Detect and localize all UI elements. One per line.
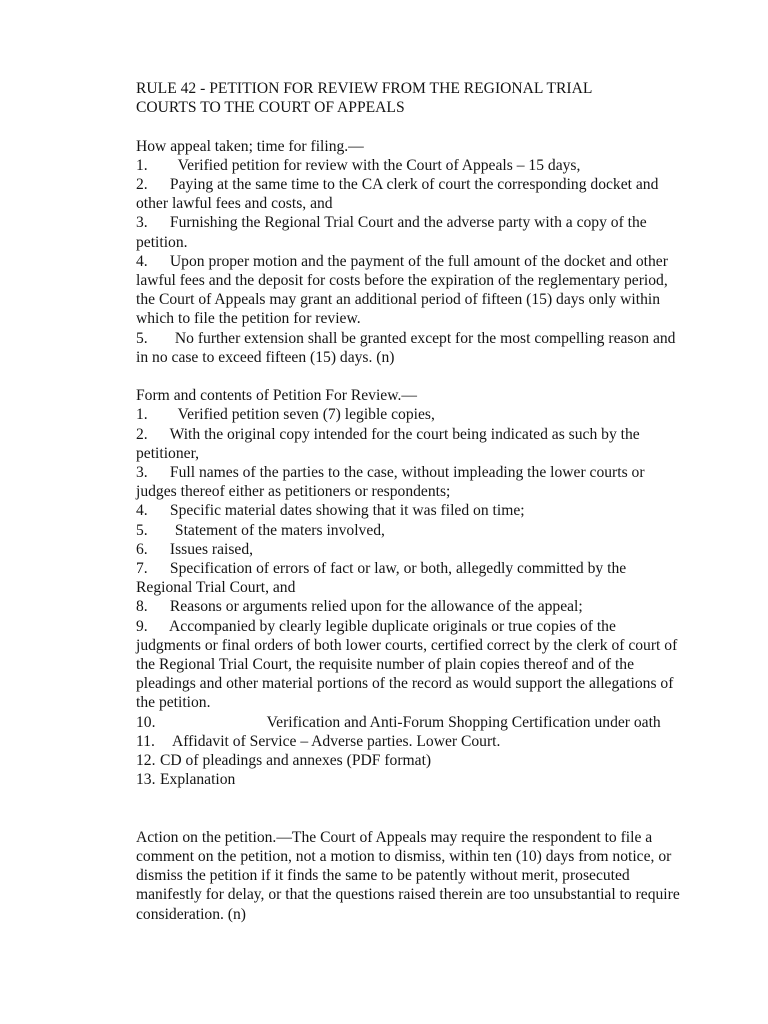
item-number: 4. (136, 502, 148, 520)
list-item (136, 175, 684, 213)
item-text: Specification of errors of fact or law, or both, allegedly committed by the Regional Trial Court, and (136, 560, 627, 597)
item-text: No further extension shall be granted except for the most compelling reason and in no case to exceed fifteen (15) days. (n) (136, 329, 676, 366)
document-title (136, 79, 684, 117)
list-item (136, 540, 684, 559)
item-number: 4. (136, 252, 148, 270)
item-text: Furnishing the Regional Trial Court and the adverse party with a copy of the petition. (136, 214, 647, 251)
item-number: 12. (136, 752, 156, 770)
list-item (136, 521, 684, 540)
item-text: CD of pleadings and annexes (PDF format) (160, 752, 432, 770)
item-text: Verified petition seven (7) legible copies, (177, 406, 435, 424)
item-number: 3. (136, 464, 148, 482)
item-number: 6. (136, 540, 148, 558)
item-number: 8. (136, 598, 148, 616)
item-number: 2. (136, 176, 148, 193)
item-number: 5. (136, 521, 148, 539)
item-number: 11. (136, 732, 155, 750)
document-title-line-1: RULE 42 - PETITION FOR REVIEW FROM THE REGIONAL TRIAL (136, 80, 593, 97)
item-text: Reasons or arguments relied upon for the allowance of the appeal; (169, 598, 583, 616)
section-heading-appeal: How appeal taken; time for filing.— (136, 137, 364, 155)
list-item (136, 713, 684, 732)
form-contents-list (136, 405, 684, 789)
item-number: 10. (136, 713, 156, 731)
item-text: Paying at the same time to the CA clerk of court the corresponding docket and other lawful fees and costs, and (136, 176, 659, 213)
item-number: 1. (136, 406, 148, 424)
list-item (136, 329, 684, 367)
section-heading-form-contents: Form and contents of Petition For Review.— (136, 387, 417, 405)
list-item (136, 463, 684, 501)
list-item (136, 597, 684, 616)
item-text: Affidavit of Service – Adverse parties. Lower Court. (172, 732, 501, 750)
item-text: Verified petition for review with the Court of Appeals – 15 days, (177, 156, 581, 174)
list-item (136, 732, 684, 751)
document-page (136, 79, 684, 924)
list-item (136, 559, 684, 597)
item-text: Accompanied by clearly legible duplicate originals or true copies of the judgments or final orders of both lower courts, certified correct by the clerk of court of the Regional Trial Court, the requisite number of plain copies thereof and of the pleadings and other material portions of the record as would support the allegations of the petition. (136, 617, 678, 712)
list-item (136, 252, 684, 329)
item-text: Explanation (160, 771, 236, 789)
action-on-petition-text: The Court of Appeals may require the respondent to file a comment on the petition, not a motion to dismiss, within ten (10) days from notice, or dismiss the petition if it finds the same to be patently without merit, prosecuted manifestly for delay, or that the questions raised therein are too unsubstantial to require consideration. (n) (136, 828, 680, 923)
item-text: Full names of the parties to the case, without impleading the lower courts or judges thereof either as petitioners or respondents; (136, 464, 645, 501)
list-item (136, 405, 684, 424)
appeal-steps-list (136, 156, 684, 367)
item-number: 13. (136, 771, 156, 789)
list-item (136, 501, 684, 520)
item-number: 9. (136, 617, 148, 635)
item-number: 3. (136, 214, 148, 232)
list-item (136, 751, 684, 770)
item-text: Issues raised, (169, 540, 254, 558)
item-text: Statement of the maters involved, (174, 521, 385, 539)
action-on-petition-paragraph (136, 809, 684, 924)
section-heading-action: Action on the petition.— (136, 828, 292, 846)
item-text: With the original copy intended for the court being indicated as such by the petitioner, (136, 425, 640, 462)
item-number: 1. (136, 156, 148, 174)
item-number: 2. (136, 425, 148, 443)
item-text: Verification and Anti-Forum Shopping Certification under oath (266, 713, 661, 731)
list-item (136, 770, 684, 789)
item-number: 7. (136, 560, 148, 578)
list-item (136, 425, 684, 463)
item-text: Upon proper motion and the payment of the full amount of the docket and other lawful fees and the deposit for costs before the expiration of the reglementary period, the Court of Appeals may grant an additional period of fifteen (15) days only within which to file the petition for review. (136, 252, 668, 328)
item-text: Specific material dates showing that it was filed on time; (169, 502, 525, 520)
item-number: 5. (136, 329, 148, 347)
list-item (136, 156, 684, 175)
list-item (136, 617, 684, 713)
document-title-line-2: COURTS TO THE COURT OF APPEALS (136, 99, 405, 117)
list-item (136, 213, 684, 251)
